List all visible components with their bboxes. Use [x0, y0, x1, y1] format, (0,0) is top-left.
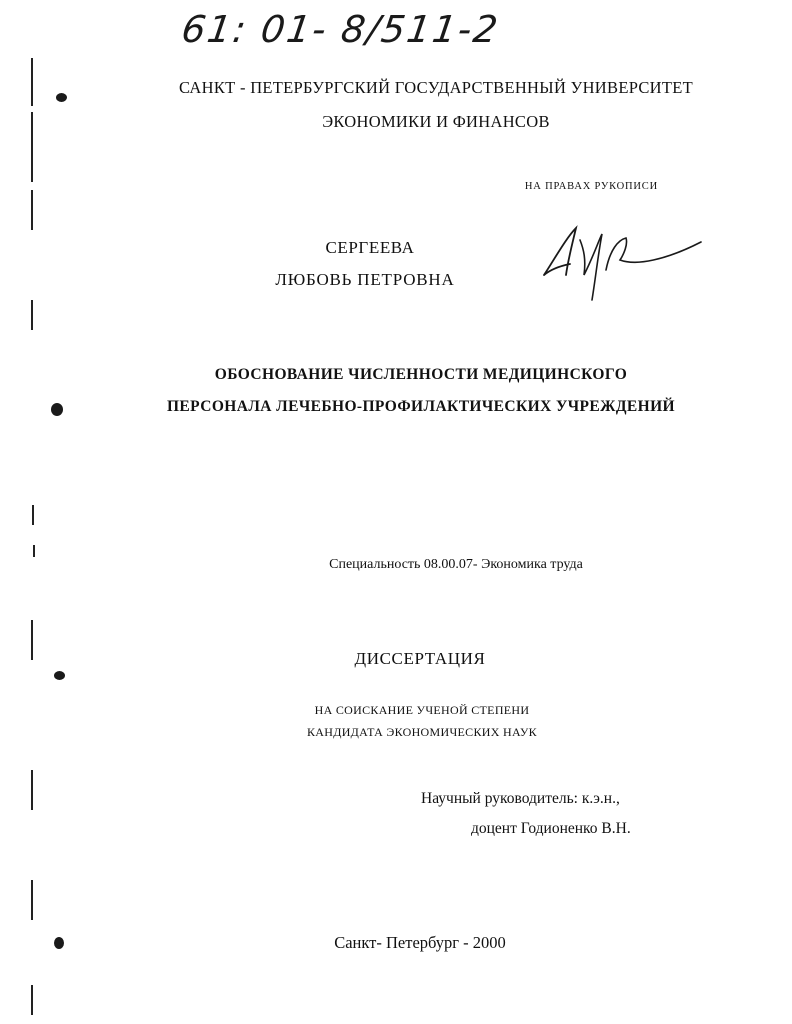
dissertation-title-line1: ОБОСНОВАНИЕ ЧИСЛЕННОСТИ МЕДИЦИНСКОГО	[214, 366, 628, 383]
specialty: Специальность 08.00.07- Экономика труда	[329, 557, 583, 572]
place-and-year: Санкт- Петербург - 2000	[334, 933, 506, 952]
binding-hole-mark	[54, 671, 65, 680]
author-signature	[536, 220, 706, 310]
scan-margin-line	[31, 58, 33, 106]
dissertation-title-line2: ПЕРСОНАЛА ЛЕЧЕБНО-ПРОФИЛАКТИЧЕСКИХ УЧРЕЖДЕНИЙ	[166, 398, 676, 415]
author-given-names: ЛЮБОВЬ ПЕТРОВНА	[275, 270, 455, 289]
scan-margin-line	[31, 300, 33, 330]
degree-line1: НА СОИСКАНИЕ УЧЕНОЙ СТЕПЕНИ	[314, 703, 530, 717]
scan-margin-line	[31, 985, 33, 1015]
supervisor-line1: Научный руководитель: к.э.н.,	[421, 790, 620, 807]
university-name-line2: ЭКОНОМИКИ И ФИНАНСОВ	[322, 112, 550, 131]
scan-margin-line	[33, 545, 35, 557]
scan-margin-line	[31, 112, 33, 182]
scan-margin-line	[31, 770, 33, 810]
rights-note: НА ПРАВАХ РУКОПИСИ	[524, 181, 658, 192]
scan-margin-line	[31, 190, 33, 230]
university-name-line1: САНКТ - ПЕТЕРБУРГСКИЙ ГОСУДАРСТВЕННЫЙ УНИВЕРСИТЕТ	[178, 78, 694, 97]
scan-margin-line	[31, 880, 33, 920]
author-surname: СЕРГЕЕВА	[325, 238, 415, 257]
handwritten-catalog-code: 61: 01- 8/511-2	[178, 8, 503, 51]
scan-margin-line	[32, 505, 34, 525]
degree-line2: КАНДИДАТА ЭКОНОМИЧЕСКИХ НАУК	[307, 725, 537, 739]
supervisor-line2: доцент Годионенко В.Н.	[471, 820, 631, 837]
document-type: ДИССЕРТАЦИЯ	[354, 649, 486, 668]
